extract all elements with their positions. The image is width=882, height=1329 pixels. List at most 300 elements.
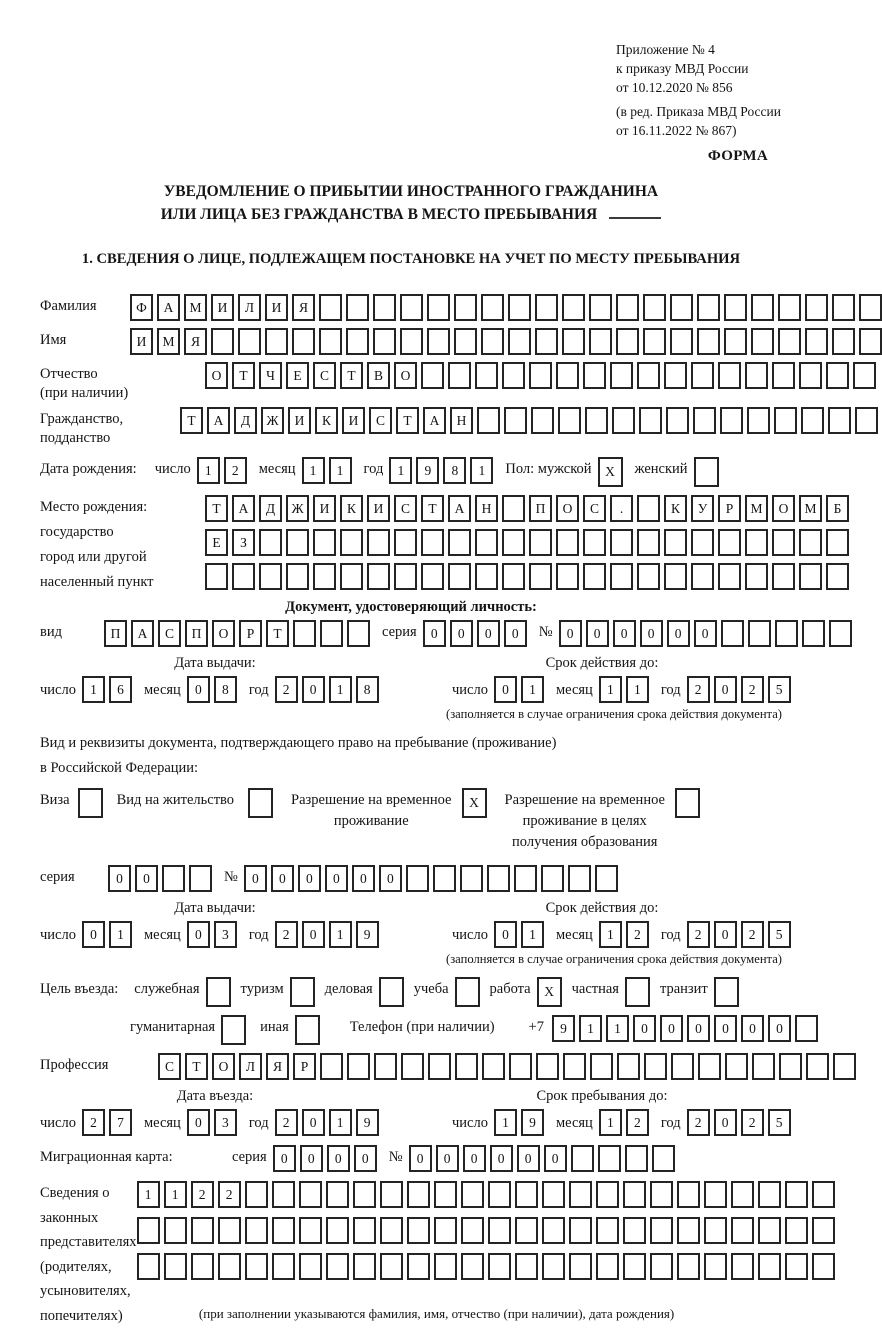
char-cell[interactable] <box>718 563 741 590</box>
char-cell[interactable]: А <box>131 620 154 647</box>
char-cell[interactable] <box>583 529 606 556</box>
char-cell[interactable]: 0 <box>325 865 348 892</box>
char-cell[interactable] <box>639 407 662 434</box>
char-cell[interactable] <box>191 1217 214 1244</box>
char-cell[interactable]: 0 <box>187 921 210 948</box>
char-cell[interactable] <box>367 529 390 556</box>
char-cell[interactable]: 0 <box>687 1015 710 1042</box>
char-cell[interactable] <box>650 1181 673 1208</box>
char-cell[interactable]: 8 <box>356 676 379 703</box>
char-cell[interactable] <box>504 407 527 434</box>
char-cell[interactable]: Р <box>239 620 262 647</box>
char-cell[interactable]: 0 <box>660 1015 683 1042</box>
char-cell[interactable] <box>454 294 477 321</box>
char-cell[interactable] <box>394 563 417 590</box>
char-cell[interactable] <box>320 620 343 647</box>
char-cell[interactable] <box>637 495 660 522</box>
char-cell[interactable] <box>775 620 798 647</box>
char-cell[interactable] <box>299 1181 322 1208</box>
char-cell[interactable]: М <box>184 294 207 321</box>
char-cell[interactable] <box>704 1181 727 1208</box>
char-cell[interactable] <box>785 1253 808 1280</box>
char-cell[interactable] <box>805 328 828 355</box>
char-cell[interactable] <box>772 563 795 590</box>
char-cell[interactable]: 0 <box>586 620 609 647</box>
char-cell[interactable] <box>623 1181 646 1208</box>
char-cell[interactable]: 0 <box>273 1145 296 1172</box>
char-cell[interactable]: В <box>367 362 390 389</box>
char-cell[interactable]: 2 <box>218 1181 241 1208</box>
char-cell[interactable] <box>596 1181 619 1208</box>
char-cell[interactable] <box>488 1217 511 1244</box>
char-cell[interactable] <box>481 294 504 321</box>
char-cell[interactable] <box>785 1217 808 1244</box>
char-cell[interactable]: 2 <box>687 1109 710 1136</box>
char-cell[interactable]: С <box>158 620 181 647</box>
char-cell[interactable] <box>374 1053 397 1080</box>
char-cell[interactable] <box>541 865 564 892</box>
char-cell[interactable] <box>691 563 714 590</box>
char-cell[interactable] <box>721 620 744 647</box>
char-cell[interactable] <box>643 294 666 321</box>
char-cell[interactable]: 0 <box>544 1145 567 1172</box>
char-cell[interactable] <box>799 529 822 556</box>
char-cell[interactable]: 1 <box>470 457 493 484</box>
char-cell[interactable]: 2 <box>626 921 649 948</box>
char-cell[interactable] <box>514 865 537 892</box>
char-cell[interactable] <box>502 495 525 522</box>
char-cell[interactable] <box>292 328 315 355</box>
char-cell[interactable]: 6 <box>109 676 132 703</box>
char-cell[interactable] <box>448 529 471 556</box>
char-cell[interactable] <box>698 1053 721 1080</box>
char-cell[interactable] <box>434 1217 457 1244</box>
char-cell[interactable] <box>428 1053 451 1080</box>
char-cell[interactable] <box>812 1217 835 1244</box>
char-cell[interactable] <box>610 563 633 590</box>
char-cell[interactable]: 0 <box>768 1015 791 1042</box>
char-cell[interactable] <box>562 328 585 355</box>
char-cell[interactable]: А <box>232 495 255 522</box>
char-cell[interactable] <box>751 328 774 355</box>
char-cell[interactable] <box>218 1217 241 1244</box>
char-cell[interactable] <box>259 563 282 590</box>
char-cell[interactable] <box>515 1181 538 1208</box>
char-cell[interactable] <box>829 620 852 647</box>
char-cell[interactable]: 0 <box>633 1015 656 1042</box>
char-cell[interactable] <box>556 563 579 590</box>
char-cell[interactable] <box>482 1053 505 1080</box>
char-cell[interactable]: 1 <box>626 676 649 703</box>
char-cell[interactable] <box>475 563 498 590</box>
char-cell[interactable] <box>400 294 423 321</box>
char-cell[interactable]: Я <box>266 1053 289 1080</box>
char-cell[interactable]: 0 <box>352 865 375 892</box>
char-cell[interactable]: 0 <box>714 676 737 703</box>
char-cell[interactable] <box>535 294 558 321</box>
char-cell[interactable] <box>206 977 231 1007</box>
char-cell[interactable] <box>502 529 525 556</box>
char-cell[interactable]: 1 <box>579 1015 602 1042</box>
char-cell[interactable]: М <box>799 495 822 522</box>
char-cell[interactable] <box>353 1217 376 1244</box>
char-cell[interactable] <box>714 977 739 1007</box>
char-cell[interactable] <box>286 563 309 590</box>
char-cell[interactable] <box>650 1253 673 1280</box>
char-cell[interactable] <box>677 1217 700 1244</box>
char-cell[interactable] <box>454 328 477 355</box>
char-cell[interactable]: Т <box>266 620 289 647</box>
char-cell[interactable]: О <box>556 495 579 522</box>
char-cell[interactable] <box>477 407 500 434</box>
char-cell[interactable] <box>529 563 552 590</box>
char-cell[interactable] <box>509 1053 532 1080</box>
char-cell[interactable] <box>218 1253 241 1280</box>
char-cell[interactable]: 0 <box>327 1145 350 1172</box>
char-cell[interactable]: Н <box>475 495 498 522</box>
char-cell[interactable] <box>394 529 417 556</box>
char-cell[interactable]: 9 <box>356 921 379 948</box>
char-cell[interactable]: А <box>207 407 230 434</box>
char-cell[interactable] <box>475 529 498 556</box>
char-cell[interactable] <box>731 1217 754 1244</box>
char-cell[interactable] <box>536 1053 559 1080</box>
char-cell[interactable] <box>795 1015 818 1042</box>
char-cell[interactable]: 2 <box>741 1109 764 1136</box>
char-cell[interactable] <box>853 362 876 389</box>
char-cell[interactable] <box>326 1217 349 1244</box>
char-cell[interactable] <box>407 1253 430 1280</box>
char-cell[interactable] <box>625 977 650 1007</box>
char-cell[interactable]: Р <box>718 495 741 522</box>
char-cell[interactable]: 2 <box>687 676 710 703</box>
char-cell[interactable]: П <box>529 495 552 522</box>
char-cell[interactable] <box>481 328 504 355</box>
char-cell[interactable]: . <box>610 495 633 522</box>
char-cell[interactable]: И <box>313 495 336 522</box>
char-cell[interactable] <box>637 563 660 590</box>
char-cell[interactable] <box>644 1053 667 1080</box>
char-cell[interactable] <box>832 294 855 321</box>
char-cell[interactable] <box>434 1181 457 1208</box>
char-cell[interactable]: И <box>265 294 288 321</box>
char-cell[interactable] <box>379 977 404 1007</box>
char-cell[interactable] <box>448 362 471 389</box>
char-cell[interactable] <box>286 529 309 556</box>
char-cell[interactable]: И <box>342 407 365 434</box>
char-cell[interactable]: 0 <box>423 620 446 647</box>
char-cell[interactable] <box>747 407 770 434</box>
char-cell[interactable] <box>675 788 700 818</box>
char-cell[interactable] <box>720 407 743 434</box>
char-cell[interactable]: 0 <box>714 1015 737 1042</box>
char-cell[interactable] <box>406 865 429 892</box>
char-cell[interactable]: 0 <box>187 676 210 703</box>
char-cell[interactable] <box>162 865 185 892</box>
char-cell[interactable]: Н <box>450 407 473 434</box>
char-cell[interactable] <box>623 1253 646 1280</box>
char-cell[interactable]: X <box>537 977 562 1007</box>
char-cell[interactable]: Т <box>421 495 444 522</box>
char-cell[interactable] <box>461 1253 484 1280</box>
char-cell[interactable] <box>502 563 525 590</box>
char-cell[interactable]: 1 <box>329 457 352 484</box>
char-cell[interactable]: 2 <box>741 676 764 703</box>
char-cell[interactable]: Ф <box>130 294 153 321</box>
char-cell[interactable]: 5 <box>768 1109 791 1136</box>
char-cell[interactable] <box>299 1253 322 1280</box>
char-cell[interactable] <box>589 328 612 355</box>
char-cell[interactable] <box>340 529 363 556</box>
char-cell[interactable]: 0 <box>494 921 517 948</box>
char-cell[interactable] <box>610 529 633 556</box>
char-cell[interactable] <box>475 362 498 389</box>
char-cell[interactable] <box>558 407 581 434</box>
char-cell[interactable] <box>752 1053 775 1080</box>
char-cell[interactable] <box>531 407 554 434</box>
char-cell[interactable]: 1 <box>329 1109 352 1136</box>
char-cell[interactable]: 0 <box>490 1145 513 1172</box>
char-cell[interactable] <box>211 328 234 355</box>
char-cell[interactable]: 0 <box>135 865 158 892</box>
char-cell[interactable]: Д <box>234 407 257 434</box>
char-cell[interactable]: 1 <box>137 1181 160 1208</box>
char-cell[interactable]: Р <box>293 1053 316 1080</box>
char-cell[interactable] <box>556 529 579 556</box>
char-cell[interactable] <box>666 407 689 434</box>
char-cell[interactable] <box>313 563 336 590</box>
char-cell[interactable] <box>319 294 342 321</box>
char-cell[interactable] <box>623 1217 646 1244</box>
char-cell[interactable] <box>367 563 390 590</box>
char-cell[interactable] <box>380 1253 403 1280</box>
char-cell[interactable] <box>205 563 228 590</box>
char-cell[interactable] <box>826 529 849 556</box>
char-cell[interactable] <box>455 977 480 1007</box>
char-cell[interactable]: 0 <box>271 865 294 892</box>
char-cell[interactable] <box>693 407 716 434</box>
char-cell[interactable] <box>380 1181 403 1208</box>
char-cell[interactable] <box>745 362 768 389</box>
char-cell[interactable]: Я <box>292 294 315 321</box>
char-cell[interactable]: С <box>394 495 417 522</box>
char-cell[interactable] <box>448 563 471 590</box>
char-cell[interactable]: П <box>185 620 208 647</box>
char-cell[interactable]: Т <box>205 495 228 522</box>
char-cell[interactable] <box>828 407 851 434</box>
char-cell[interactable]: 0 <box>559 620 582 647</box>
char-cell[interactable] <box>238 328 261 355</box>
char-cell[interactable]: 1 <box>606 1015 629 1042</box>
char-cell[interactable]: 9 <box>552 1015 575 1042</box>
char-cell[interactable] <box>433 865 456 892</box>
char-cell[interactable] <box>421 529 444 556</box>
char-cell[interactable]: И <box>367 495 390 522</box>
char-cell[interactable] <box>461 1181 484 1208</box>
char-cell[interactable] <box>833 1053 856 1080</box>
char-cell[interactable] <box>245 1181 268 1208</box>
char-cell[interactable] <box>596 1217 619 1244</box>
char-cell[interactable] <box>347 1053 370 1080</box>
char-cell[interactable] <box>617 1053 640 1080</box>
char-cell[interactable] <box>704 1253 727 1280</box>
char-cell[interactable]: 0 <box>667 620 690 647</box>
char-cell[interactable]: X <box>598 457 623 487</box>
char-cell[interactable] <box>812 1181 835 1208</box>
char-cell[interactable] <box>353 1253 376 1280</box>
char-cell[interactable] <box>320 1053 343 1080</box>
char-cell[interactable] <box>718 529 741 556</box>
char-cell[interactable] <box>502 362 525 389</box>
char-cell[interactable]: И <box>288 407 311 434</box>
char-cell[interactable] <box>434 1253 457 1280</box>
char-cell[interactable] <box>758 1217 781 1244</box>
char-cell[interactable] <box>326 1181 349 1208</box>
char-cell[interactable]: Т <box>340 362 363 389</box>
char-cell[interactable] <box>340 563 363 590</box>
char-cell[interactable]: 0 <box>477 620 500 647</box>
char-cell[interactable]: 2 <box>741 921 764 948</box>
char-cell[interactable]: 1 <box>329 921 352 948</box>
char-cell[interactable] <box>691 362 714 389</box>
char-cell[interactable] <box>427 328 450 355</box>
char-cell[interactable]: 0 <box>463 1145 486 1172</box>
char-cell[interactable]: 0 <box>741 1015 764 1042</box>
char-cell[interactable] <box>598 1145 621 1172</box>
char-cell[interactable] <box>806 1053 829 1080</box>
char-cell[interactable]: Е <box>286 362 309 389</box>
char-cell[interactable]: 0 <box>302 1109 325 1136</box>
char-cell[interactable]: 2 <box>275 676 298 703</box>
char-cell[interactable] <box>589 294 612 321</box>
char-cell[interactable]: 1 <box>521 921 544 948</box>
char-cell[interactable] <box>595 865 618 892</box>
char-cell[interactable] <box>802 620 825 647</box>
char-cell[interactable]: 1 <box>164 1181 187 1208</box>
char-cell[interactable]: 2 <box>626 1109 649 1136</box>
char-cell[interactable]: 0 <box>436 1145 459 1172</box>
char-cell[interactable]: 0 <box>302 921 325 948</box>
char-cell[interactable]: Ж <box>286 495 309 522</box>
char-cell[interactable] <box>612 407 635 434</box>
char-cell[interactable]: 0 <box>450 620 473 647</box>
char-cell[interactable] <box>664 529 687 556</box>
char-cell[interactable] <box>826 563 849 590</box>
char-cell[interactable] <box>488 1253 511 1280</box>
char-cell[interactable]: Ч <box>259 362 282 389</box>
char-cell[interactable]: М <box>745 495 768 522</box>
char-cell[interactable]: З <box>232 529 255 556</box>
char-cell[interactable]: 0 <box>640 620 663 647</box>
char-cell[interactable] <box>748 620 771 647</box>
char-cell[interactable] <box>799 362 822 389</box>
char-cell[interactable]: 0 <box>714 921 737 948</box>
char-cell[interactable]: 5 <box>768 676 791 703</box>
char-cell[interactable]: 2 <box>687 921 710 948</box>
char-cell[interactable] <box>637 362 660 389</box>
char-cell[interactable] <box>596 1253 619 1280</box>
char-cell[interactable] <box>772 362 795 389</box>
char-cell[interactable]: 9 <box>416 457 439 484</box>
char-cell[interactable] <box>652 1145 675 1172</box>
char-cell[interactable] <box>664 362 687 389</box>
char-cell[interactable] <box>245 1217 268 1244</box>
char-cell[interactable] <box>272 1217 295 1244</box>
char-cell[interactable] <box>569 1253 592 1280</box>
char-cell[interactable]: А <box>423 407 446 434</box>
char-cell[interactable] <box>643 328 666 355</box>
char-cell[interactable]: 1 <box>109 921 132 948</box>
char-cell[interactable] <box>164 1253 187 1280</box>
char-cell[interactable] <box>774 407 797 434</box>
char-cell[interactable]: О <box>205 362 228 389</box>
char-cell[interactable]: Л <box>239 1053 262 1080</box>
char-cell[interactable] <box>401 1053 424 1080</box>
char-cell[interactable] <box>704 1217 727 1244</box>
char-cell[interactable] <box>556 362 579 389</box>
char-cell[interactable] <box>569 1217 592 1244</box>
char-cell[interactable] <box>812 1253 835 1280</box>
char-cell[interactable]: 1 <box>389 457 412 484</box>
char-cell[interactable] <box>529 529 552 556</box>
char-cell[interactable]: 2 <box>82 1109 105 1136</box>
char-cell[interactable]: 0 <box>613 620 636 647</box>
char-cell[interactable] <box>590 1053 613 1080</box>
char-cell[interactable]: 0 <box>714 1109 737 1136</box>
char-cell[interactable] <box>353 1181 376 1208</box>
char-cell[interactable] <box>805 294 828 321</box>
char-cell[interactable] <box>373 294 396 321</box>
char-cell[interactable] <box>295 1015 320 1045</box>
char-cell[interactable]: 1 <box>82 676 105 703</box>
char-cell[interactable] <box>724 294 747 321</box>
char-cell[interactable]: 1 <box>599 921 622 948</box>
char-cell[interactable] <box>346 328 369 355</box>
char-cell[interactable]: 8 <box>214 676 237 703</box>
char-cell[interactable]: И <box>211 294 234 321</box>
char-cell[interactable]: X <box>462 788 487 818</box>
char-cell[interactable]: 0 <box>379 865 402 892</box>
char-cell[interactable] <box>487 865 510 892</box>
char-cell[interactable] <box>616 294 639 321</box>
char-cell[interactable] <box>568 865 591 892</box>
char-cell[interactable]: 0 <box>108 865 131 892</box>
char-cell[interactable]: Ж <box>261 407 284 434</box>
char-cell[interactable] <box>637 529 660 556</box>
char-cell[interactable]: 1 <box>599 1109 622 1136</box>
char-cell[interactable]: Т <box>180 407 203 434</box>
char-cell[interactable]: 1 <box>329 676 352 703</box>
char-cell[interactable]: 0 <box>354 1145 377 1172</box>
char-cell[interactable] <box>542 1253 565 1280</box>
char-cell[interactable]: С <box>369 407 392 434</box>
char-cell[interactable] <box>488 1181 511 1208</box>
char-cell[interactable] <box>515 1253 538 1280</box>
char-cell[interactable] <box>78 788 103 818</box>
char-cell[interactable]: 2 <box>275 1109 298 1136</box>
char-cell[interactable] <box>346 294 369 321</box>
char-cell[interactable] <box>529 362 552 389</box>
char-cell[interactable] <box>616 328 639 355</box>
char-cell[interactable] <box>563 1053 586 1080</box>
char-cell[interactable]: К <box>315 407 338 434</box>
char-cell[interactable] <box>724 328 747 355</box>
char-cell[interactable]: 2 <box>275 921 298 948</box>
char-cell[interactable]: У <box>691 495 714 522</box>
char-cell[interactable] <box>677 1181 700 1208</box>
char-cell[interactable]: 0 <box>298 865 321 892</box>
char-cell[interactable]: П <box>104 620 127 647</box>
